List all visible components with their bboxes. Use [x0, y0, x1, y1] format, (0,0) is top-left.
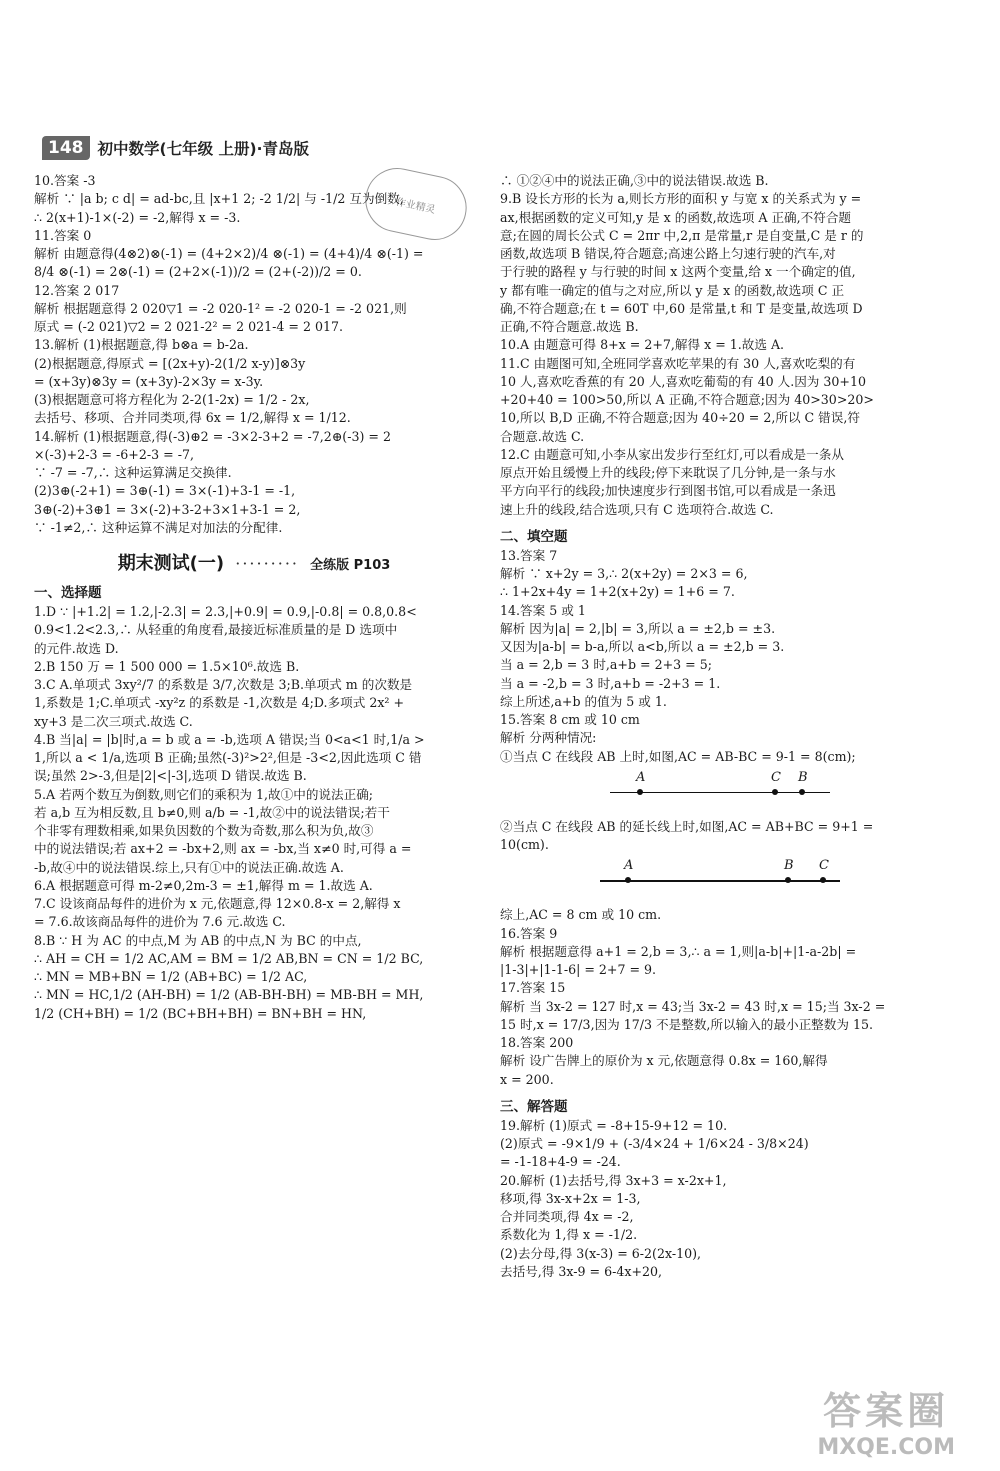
- label-b: B: [784, 858, 794, 874]
- answer-line: (2)3⊕(-2+1) = 3⊕(-1) = 3×(-1)+3-1 = -1,: [34, 483, 296, 499]
- answer-line: 10.答案 -3: [34, 173, 96, 188]
- answer-line: 13.解析 (1)根据题意,得 b⊗a = b-2a.: [34, 337, 249, 353]
- answer-line: 正确,不符合题意.故选 B.: [500, 319, 639, 334]
- answer-line: 11.C 由题图可知,全班同学喜欢吃苹果的有 30 人,喜欢吃梨的有: [500, 355, 856, 371]
- answer-line: 0.9<1.2<2.3,∴ 从轻重的角度看,最接近标准质量的是 D 选项中: [34, 622, 398, 638]
- answer-line: 4.B 当|a| = |b|时,a = b 或 a = -b,选项 A 错误;当 0<a<1 时,1/a >: [34, 731, 425, 747]
- fill-answers: [500, 547, 950, 766]
- answer-line: 2.B 150 万 = 1 500 000 = 1.5×10⁶.故选 B.: [34, 658, 300, 674]
- answer-line: = -1-18+4-9 = -24.: [500, 1154, 621, 1170]
- answer-line: ∴ MN = MB+BN = 1/2 (AB+BC) = 1/2 AC,: [34, 969, 308, 984]
- answer-line: 合题意.故选 C.: [500, 428, 585, 444]
- watermark-line2: MXQE.COM: [817, 1435, 955, 1460]
- watermark: [817, 1380, 955, 1460]
- answer-line: 解析 分两种情况:: [500, 730, 597, 746]
- answer-line: +20+40 = 100>50,所以 A 正确,不符合题意;因为 40>30>20>: [500, 392, 874, 407]
- answer-line: 8/4 ⊗(-1) = 2⊗(-1) = (2+2×(-1))/2 = (2+(-2))/2 = 0.: [34, 264, 362, 280]
- answer-line: 当 a = -2,b = 3 时,a+b = -2+3 = 1.: [500, 675, 721, 691]
- label-c: C: [819, 858, 829, 874]
- answer-line: 速上升的线段,结合选项,只有 C 选项符合.故选 C.: [500, 501, 774, 517]
- answer-line: 17.答案 15: [500, 980, 566, 996]
- answer-line: 于行驶的路程 y 与行驶的时间 x 这两个变量,给 x 一个确定的值,: [500, 264, 856, 280]
- answer-line: 的元件.故选 D.: [34, 640, 119, 656]
- segment-figure-2: [500, 858, 950, 902]
- answer-line: 去括号,得 3x-9 = 6-4x+20,: [500, 1263, 663, 1279]
- answer-line: 1,系数是 1;C.单项式 -xy²z 的系数是 -1,次数是 4;D.多项式 2x² +: [34, 695, 405, 711]
- choice-answers: [34, 603, 474, 1023]
- answer-line: (2)原式 = -9×1/9 + (-3/4×24 + 1/6×24 - 3/8×24): [500, 1136, 809, 1151]
- answer-line: 原点开始且缓慢上升的线段;停下来耽误了几分钟,是一条与水: [500, 465, 836, 480]
- answer-line: 9.B 设长方形的长为 a,则长方形的面积 y 与宽 x 的关系式为 y =: [500, 191, 862, 207]
- answer-line: 系数化为 1,得 x = -1/2.: [500, 1227, 638, 1243]
- answer-line: 19.解析 (1)原式 = -8+15-9+12 = 10.: [500, 1117, 728, 1133]
- answer-line: -b,故④中的说法错误.综上,只有①中的说法正确.故选 A.: [34, 859, 344, 875]
- answer-line: 解析 根据题意得 2 020▽1 = -2 020-1² = -2 020-1 = -2 021,则: [34, 300, 407, 316]
- answer-block-10-14: [34, 172, 474, 537]
- answer-line: x = 200.: [500, 1071, 554, 1087]
- answer-line: 中的说法错误;若 ax+2 = -bx+2,则 ax = -bx,当 x≠0 时,可得 a =: [34, 841, 412, 857]
- answer-line: 解析 ∵ x+2y = 3,∴ 2(x+2y) = 2×3 = 6,: [500, 566, 748, 581]
- label-b: B: [798, 769, 808, 785]
- label-a: A: [636, 769, 646, 785]
- fill-answers-cont: [500, 818, 950, 855]
- answer-line: 10 人,喜欢吃香蕉的有 20 人,喜欢吃葡萄的有 40 人.因为 30+10: [500, 373, 866, 389]
- answer-line: 5.A 若两个数互为倒数,则它们的乘积为 1,故①中的说法正确;: [34, 786, 374, 802]
- answer-line: ∴ MN = HC,1/2 (AH-BH) = 1/2 (AB-BH-BH) = MB-BH = MH,: [34, 987, 424, 1003]
- answer-line: |1-3|+|1-1-6| = 2+7 = 9.: [500, 962, 657, 977]
- answer-line: ①当点 C 在线段 AB 上时,如图,AC = AB-BC = 9-1 = 8(cm);: [500, 748, 856, 764]
- exam-title-dots: ·········: [235, 554, 300, 573]
- label-c: C: [771, 769, 781, 785]
- section-solve: 三、解答题: [500, 1098, 568, 1115]
- answer-line: 8.B ∵ H 为 AC 的中点,M 为 AB 的中点,N 为 BC 的中点,: [34, 932, 362, 948]
- answer-line: 3⊕(-2)+3⊕1 = 3×(-2)+3-2+3×1+3-1 = 2,: [34, 501, 301, 517]
- answer-line: 解析 设广告牌上的原价为 x 元,依题意得 0.8x = 160,解得: [500, 1053, 828, 1069]
- answer-line: 综上所述,a+b 的值为 5 或 1.: [500, 693, 667, 709]
- segment-line: [610, 792, 830, 794]
- section-choice: 一、选择题: [34, 585, 102, 601]
- answer-line: ∴ AH = CH = 1/2 AC,AM = BM = 1/2 AB,BN = CN = 1/2 BC,: [34, 950, 424, 966]
- answer-line: 1.D ∵ |+1.2| = 1.2,|-2.3| = 2.3,|+0.9| = 0.9,|-0.8| = 0.8,0.8<: [34, 604, 417, 619]
- answer-line: 解析 ∵ |a b; c d| = ad-bc,且 |x+1 2; -2 1/2| 与 -1/2 互为倒数,: [34, 191, 404, 207]
- answer-line: 1/2 (CH+BH) = 1/2 (BC+BH+BH) = BN+BH = HN,: [34, 1005, 367, 1021]
- answer-line: ∴ ①②④中的说法正确,③中的说法错误.故选 B.: [500, 173, 769, 188]
- answer-line: 确,不符合题意;在 t = 60T 中,60 是常量,t 和 T 是变量,故选项 D: [500, 300, 863, 316]
- exam-ref: 全练版 P103: [310, 558, 391, 573]
- left-column: [34, 172, 474, 1023]
- solve-answers: [500, 1117, 950, 1281]
- answer-line: 10,所以 B,D 正确,不符合题意;因为 40÷20 = 2,所以 C 错误,符: [500, 410, 860, 426]
- answer-line: 15.答案 8 cm 或 10 cm: [500, 712, 640, 727]
- section-fill: 二、填空题: [500, 528, 568, 545]
- answer-line: ∴ 1+2x+4y = 1+2(x+2y) = 1+6 = 7.: [500, 584, 735, 600]
- answer-line: 解析 根据题意得 a+1 = 2,b = 3,∴ a = 1,则|a-b|+|1-a-2b| =: [500, 943, 857, 959]
- answer-line: 10.A 由题意可得 8+x = 2+7,解得 x = 1.故选 A.: [500, 337, 785, 353]
- answer-line: 当 a = 2,b = 3 时,a+b = 2+3 = 5;: [500, 657, 712, 673]
- answer-line: 移项,得 3x-x+2x = 1-3,: [500, 1190, 641, 1206]
- watermark-line1: 答案圈: [823, 1389, 950, 1433]
- exam-title: [34, 549, 474, 575]
- point-b: [785, 877, 791, 883]
- answer-line: (2)根据题意,得原式 = [(2x+y)-2(1/2 x-y)]⊗3y: [34, 355, 306, 371]
- answer-line: 解析 当 3x-2 = 127 时,x = 43;当 3x-2 = 43 时,x = 15;当 3x-2 =: [500, 998, 886, 1014]
- answer-line: 18.答案 200: [500, 1035, 574, 1050]
- answer-line: 15 时,x = 17/3,因为 17/3 不是整数,所以输入的最小正整数为 15.: [500, 1016, 873, 1032]
- answer-line: = 7.6.故该商品每件的进价为 7.6 元.故选 C.: [34, 914, 286, 930]
- answer-line: 意;在圆的周长公式 C = 2πr 中,2,π 是常量,r 是自变量,C 是 r 的: [500, 227, 864, 243]
- answer-line: 3.C A.单项式 3xy²/7 的系数是 3/7,次数是 3;B.单项式 m 的次数是: [34, 677, 413, 692]
- exam-title-text: 期末测试(一): [117, 553, 225, 574]
- answer-line: 个非零有理数相乘,如果负因数的个数为奇数,那么积为负,故③: [34, 823, 374, 838]
- point-a: [637, 789, 643, 795]
- answer-line: = (x+3y)⊗3y = (x+3y)-2×3y = x-3y.: [34, 373, 264, 389]
- answer-line: 综上,AC = 8 cm 或 10 cm.: [500, 907, 662, 923]
- answer-line: 13.答案 7: [500, 547, 558, 563]
- answer-line: 6.A 根据题意可得 m-2≠0,2m-3 = ±1,解得 m = 1.故选 A.: [34, 877, 373, 893]
- answer-line: 12.C 由题意可知,小李从家出发步行至红灯,可以看成是一条从: [500, 446, 844, 462]
- answer-line: 解析 因为|a| = 2,|b| = 3,所以 a = ±2,b = ±3.: [500, 620, 776, 636]
- point-c: [820, 877, 826, 883]
- answer-line: (2)去分母,得 3(x-3) = 6-2(2x-10),: [500, 1245, 702, 1261]
- answer-line: 若 a,b 互为相反数,且 b≠0,则 a/b = -1,故②中的说法错误;若干: [34, 804, 390, 820]
- answer-line: 解析 由题意得(4⊗2)⊗(-1) = (4+2×2)/4 ⊗(-1) = (4+4)/4 ⊗(-1) =: [34, 246, 424, 261]
- point-b: [799, 789, 805, 795]
- answer-line: 11.答案 0: [34, 227, 92, 243]
- answer-line: ×(-3)+2-3 = -6+2-3 = -7,: [34, 446, 194, 462]
- answer-line: 误;虽然 2>-3,但是|2|<|-3|,选项 D 错误.故选 B.: [34, 768, 307, 784]
- fill-answers-end: [500, 906, 950, 1089]
- answer-line: 1,所以 a < 1/a,选项 B 正确;虽然(-3)²>2²,但是 -3<2,因此选项 C 错: [34, 750, 422, 765]
- right-column: [500, 172, 950, 1281]
- choice-answers-cont: [500, 172, 950, 519]
- answer-line: 12.答案 2 017: [34, 282, 120, 298]
- answer-line: (3)根据题意可将方程化为 2-2(1-2x) = 1/2 - 2x,: [34, 392, 310, 407]
- answer-line: 20.解析 (1)去括号,得 3x+3 = x-2x+1,: [500, 1172, 727, 1188]
- answer-line: y 都有唯一确定的值与之对应,所以 y 是 x 的函数,故选项 C 正: [500, 282, 845, 298]
- answer-line: 平方向平行的线段;加快速度步行到图书馆,可以看成是一条迅: [500, 483, 836, 499]
- answer-line: ∴ 2(x+1)-1×(-2) = -2,解得 x = -3.: [34, 209, 241, 225]
- answer-line: 原式 = (-2 021)▽2 = 2 021-2² = 2 021-4 = 2 017.: [34, 319, 344, 334]
- page-number: 148: [42, 136, 90, 160]
- stamp-icon: 作业精灵: [359, 162, 472, 246]
- answer-line: 10(cm).: [500, 837, 549, 852]
- answer-line: 去括号、移项、合并同类项,得 6x = 1/2,解得 x = 1/12.: [34, 410, 351, 426]
- answer-line: 合并同类项,得 4x = -2,: [500, 1209, 634, 1224]
- page-header: [42, 134, 309, 162]
- answer-line: ax,根据函数的定义可知,y 是 x 的函数,故选项 A 正确,不符合题: [500, 209, 852, 225]
- answer-line: ∵ -7 = -7,∴ 这种运算满足交换律.: [34, 465, 232, 480]
- label-a: A: [624, 858, 634, 874]
- point-a: [625, 877, 631, 883]
- segment-figure-1: [500, 770, 950, 814]
- answer-line: 又因为|a-b| = b-a,所以 a<b,所以 a = ±2,b = 3.: [500, 639, 785, 654]
- answer-line: ②当点 C 在线段 AB 的延长线上时,如图,AC = AB+BC = 9+1 =: [500, 818, 874, 834]
- answer-line: ∵ -1≠2,∴ 这种运算不满足对加法的分配律.: [34, 519, 283, 535]
- answer-line: 16.答案 9: [500, 925, 558, 941]
- answer-line: 函数,故选项 B 错误,符合题意;高速公路上匀速行驶的汽车,对: [500, 246, 836, 261]
- segment-line: [600, 880, 840, 882]
- answer-line: 7.C 设该商品每件的进价为 x 元,依题意,得 12×0.8-x = 2,解得 x: [34, 896, 401, 911]
- answer-line: 14.解析 (1)根据题意,得(-3)⊕2 = -3×2-3+2 = -7,2⊕(-3) = 2: [34, 428, 391, 444]
- answer-line: 14.答案 5 或 1: [500, 602, 586, 618]
- answer-line: xy+3 是二次三项式.故选 C.: [34, 713, 193, 729]
- point-c: [772, 789, 778, 795]
- book-title: 初中数学(七年级 上册)·青岛版: [97, 140, 309, 158]
